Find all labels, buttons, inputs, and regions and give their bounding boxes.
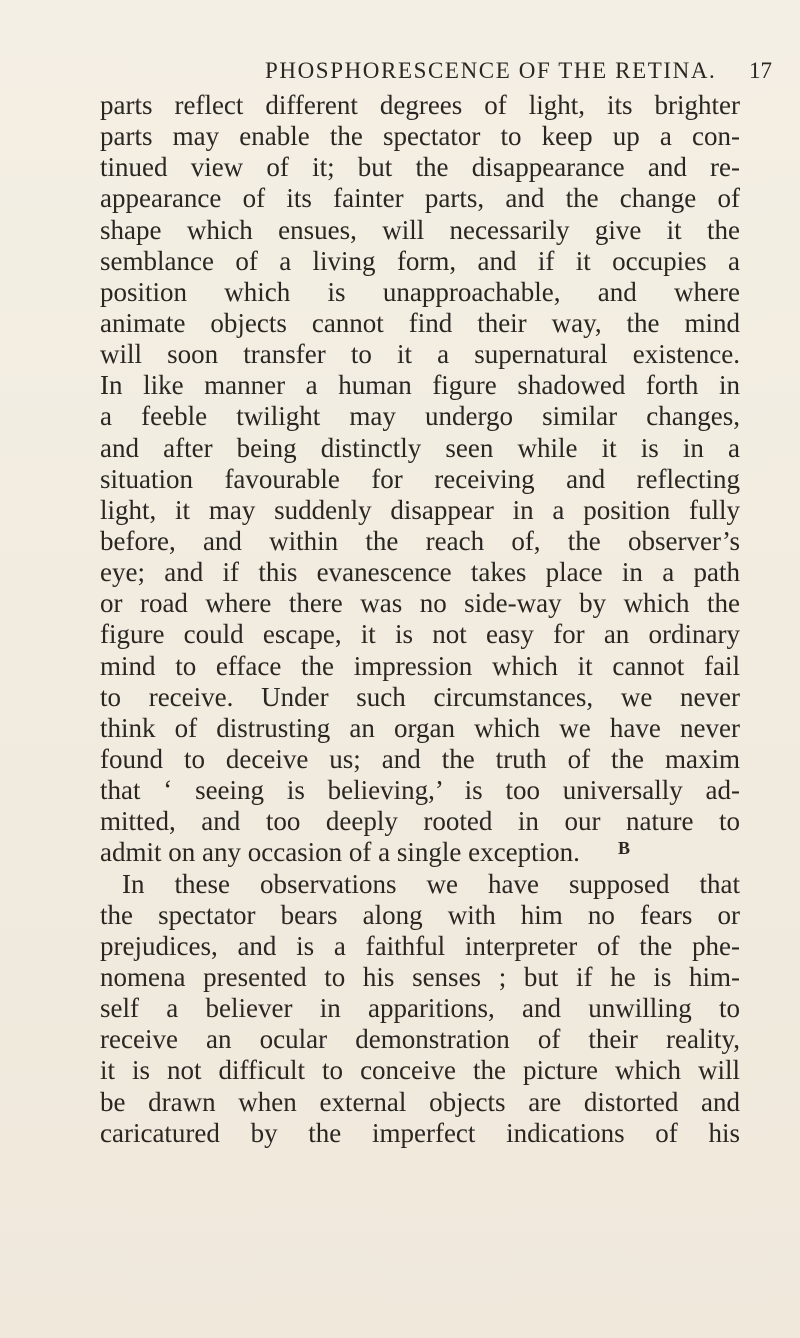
text-line: nomena presented to his senses ; but if he is him- [100, 961, 740, 992]
text-line: will soon transfer to it a supernatural existence. [100, 339, 740, 370]
text-line: mitted, and too deeply rooted in our nature to [100, 806, 740, 837]
text-line: eye; and if this evanescence takes place in a path [100, 557, 740, 588]
running-head-title: PHOSPHORESCENCE OF THE RETINA. [265, 58, 717, 83]
text-line: think of distrusting an organ which we have never [100, 712, 740, 743]
text-line: it is not difficult to conceive the picture which will [100, 1055, 740, 1086]
text-line: tinued view of it; but the disappearance and re- [100, 152, 740, 183]
body-text [100, 90, 740, 1149]
text-line: the spectator bears along with him no fears or [100, 899, 740, 930]
text-line: receive an ocular demonstration of their reality, [100, 1024, 740, 1055]
text-line: and after being distinctly seen while it is in a [100, 432, 740, 463]
paragraph-start-line: In these observations we have supposed that [122, 868, 740, 899]
text-line: position which is unapproachable, and where [100, 276, 740, 307]
page-number: 17 [749, 58, 772, 83]
text-line: to receive. Under such circumstances, we never [100, 681, 740, 712]
text-line: caricatured by the imperfect indications of his [100, 1117, 740, 1148]
text-line: self a believer in apparitions, and unwilling to [100, 993, 740, 1024]
text-line: figure could escape, it is not easy for an ordinary [100, 619, 740, 650]
text-line: that ‘ seeing is believing,’ is too universally ad- [100, 775, 740, 806]
paragraph-end-line: admit on any occasion of a single exception. [100, 837, 580, 868]
text-line: appearance of its fainter parts, and the change of [100, 183, 740, 214]
text-line: mind to efface the impression which it cannot fail [100, 650, 740, 681]
text-line: or road where there was no side-way by which the [100, 588, 740, 619]
signature-mark: B [618, 838, 632, 858]
text-line: parts may enable the spectator to keep up a con- [100, 121, 740, 152]
text-line: be drawn when external objects are distorted and [100, 1086, 740, 1117]
text-line: a feeble twilight may undergo similar changes, [100, 401, 740, 432]
text-line: animate objects cannot find their way, the mind [100, 307, 740, 338]
text-line: situation favourable for receiving and reflecting [100, 463, 740, 494]
text-line: shape which ensues, will necessarily give it the [100, 214, 740, 245]
text-line: found to deceive us; and the truth of the maxim [100, 743, 740, 774]
text-line: before, and within the reach of, the observer’s [100, 525, 740, 556]
running-head [0, 58, 800, 92]
text-line: semblance of a living form, and if it occupies a [100, 245, 740, 276]
text-line: prejudices, and is a faithful interpreter of the phe- [100, 930, 740, 961]
text-line: In like manner a human figure shadowed forth in [100, 370, 740, 401]
text-line: parts reflect different degrees of light, its brighter [100, 90, 740, 120]
text-line: light, it may suddenly disappear in a position fully [100, 494, 740, 525]
